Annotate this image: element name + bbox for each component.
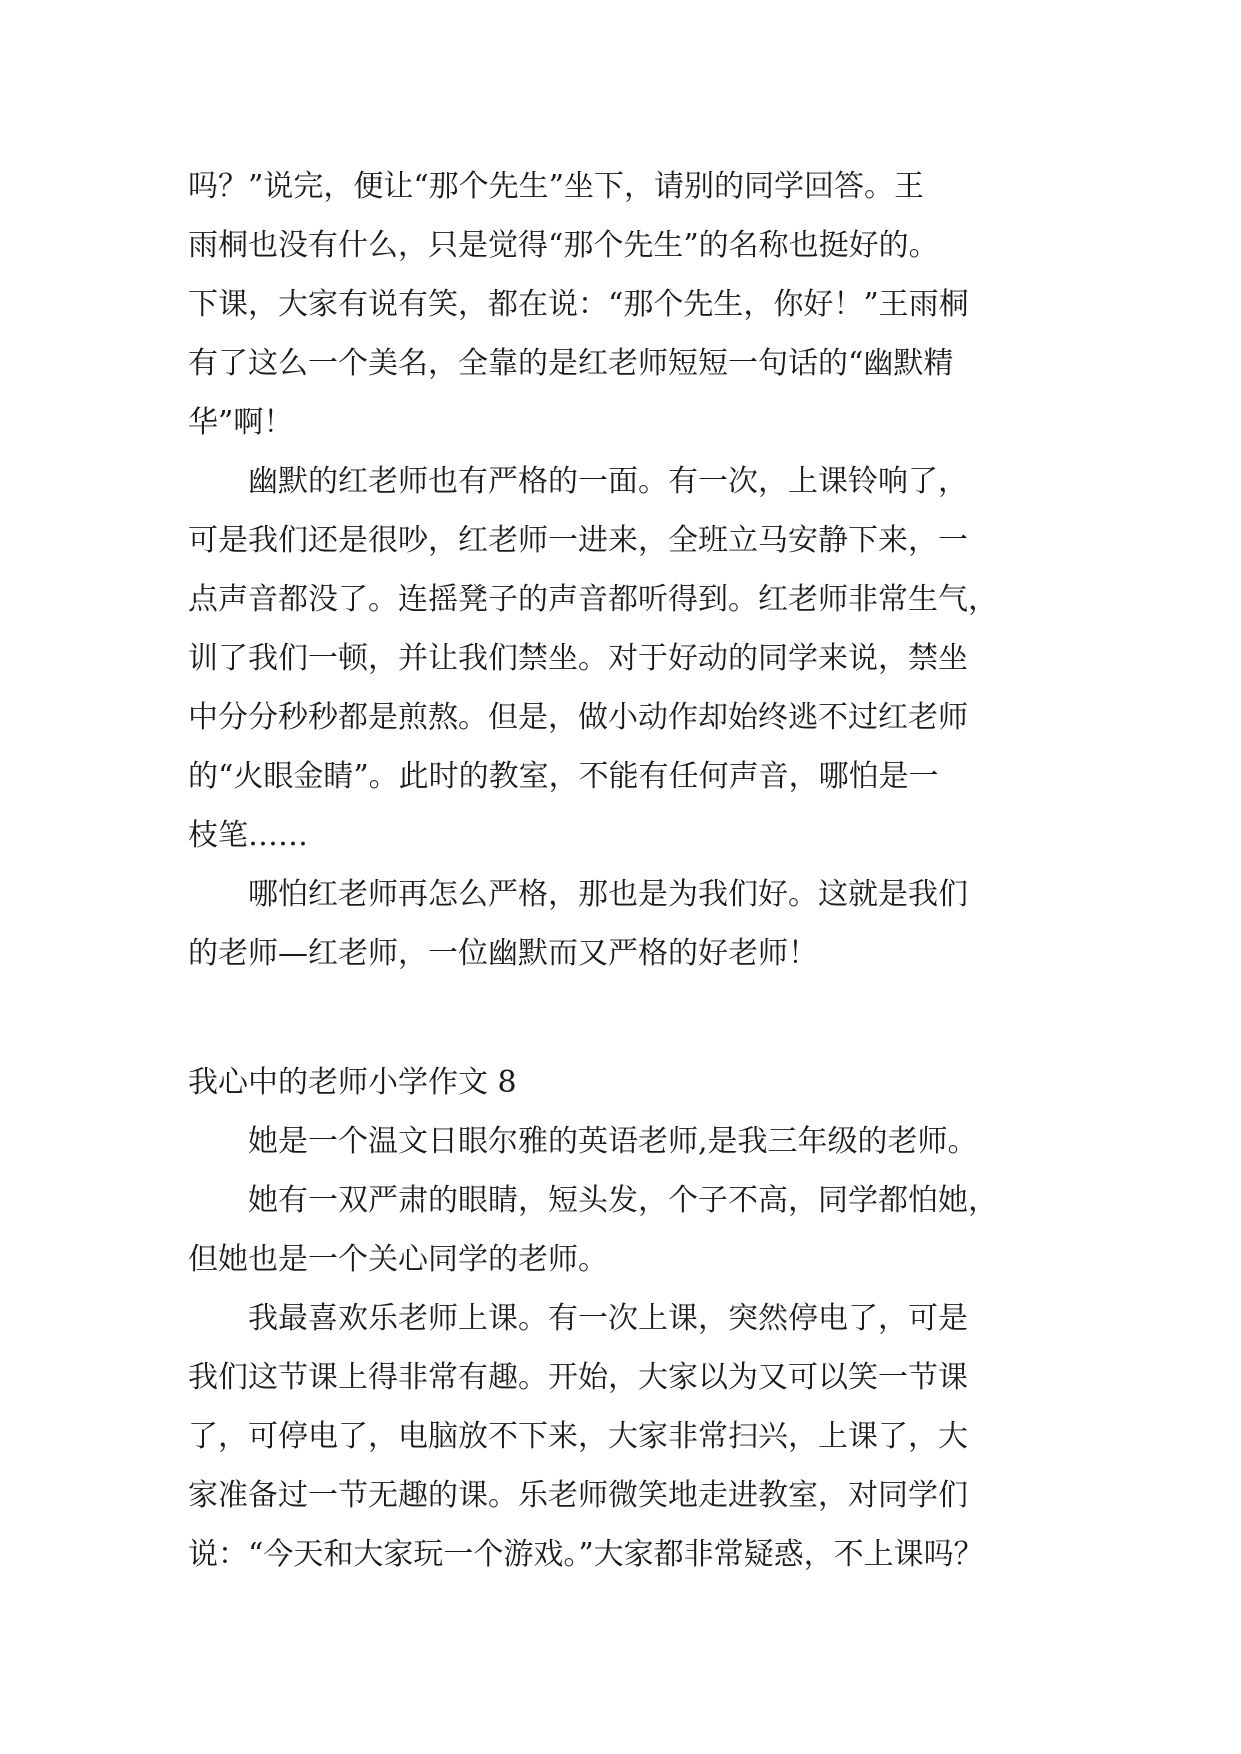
paragraph-intro	[188, 1112, 1054, 1171]
paragraph-description	[188, 1171, 1054, 1289]
text-line: 幽默的红老师也有严格的一面。有一次，上课铃响了，	[248, 464, 968, 499]
text-line: 我们这节课上得非常有趣。开始，大家以为又可以笑一节课	[188, 1360, 968, 1395]
section-title: 我心中的老师小学作文 8	[188, 1065, 517, 1100]
text-line: 华”啊！	[188, 405, 294, 440]
text-line: 她有一双严肃的眼睛，短头发，个子不高，同学都怕她，	[248, 1183, 998, 1218]
paragraph-strict	[188, 452, 1054, 865]
text-line: 的老师—红老师，一位幽默而又严格的好老师！	[188, 936, 818, 971]
text-line: 训了我们一顿，并让我们禁坐。对于好动的同学来说，禁坐	[188, 641, 968, 676]
text-line: 有了这么一个美名，全靠的是红老师短短一句话的“幽默精	[188, 346, 954, 381]
paragraph-continued	[188, 157, 1054, 452]
text-line: 哪怕红老师再怎么严格，那也是为我们好。这就是我们	[248, 877, 968, 912]
text-line: 家准备过一节无趣的课。乐老师微笑地走进教室，对同学们	[188, 1478, 968, 1513]
text-line: 了，可停电了，电脑放不下来，大家非常扫兴，上课了，大	[188, 1419, 968, 1454]
text-line: 我最喜欢乐老师上课。有一次上课，突然停电了，可是	[248, 1301, 968, 1336]
text-line: 说：“今天和大家玩一个游戏。”大家都非常疑惑，不上课吗？	[188, 1537, 984, 1572]
text-line: 她是一个温文日眼尔雅的英语老师,是我三年级的老师。	[248, 1124, 978, 1159]
text-line: 但她也是一个关心同学的老师。	[188, 1242, 608, 1277]
text-line: 枝笔……	[188, 818, 308, 853]
paragraph-story	[188, 1289, 1054, 1584]
text-line: 可是我们还是很吵，红老师一进来，全班立马安静下来，一	[188, 523, 968, 558]
paragraph-conclusion	[188, 865, 1054, 983]
text-line: 雨桐也没有什么，只是觉得“那个先生”的名称也挺好的。	[188, 228, 939, 263]
text-line: 下课，大家有说有笑，都在说：“那个先生，你好！”王雨桐	[188, 287, 969, 322]
text-line: 的“火眼金睛”。此时的教室，不能有任何声音，哪怕是一	[188, 759, 939, 794]
text-line: 吗？”说完，便让“那个先生”坐下，请别的同学回答。王	[188, 169, 925, 204]
text-line: 点声音都没了。连摇凳子的声音都听得到。红老师非常生气，	[188, 582, 998, 617]
text-line: 中分分秒秒都是煎熬。但是，做小动作却始终逃不过红老师	[188, 700, 968, 735]
document-body	[188, 157, 1054, 1584]
section-gap	[188, 983, 1054, 1053]
